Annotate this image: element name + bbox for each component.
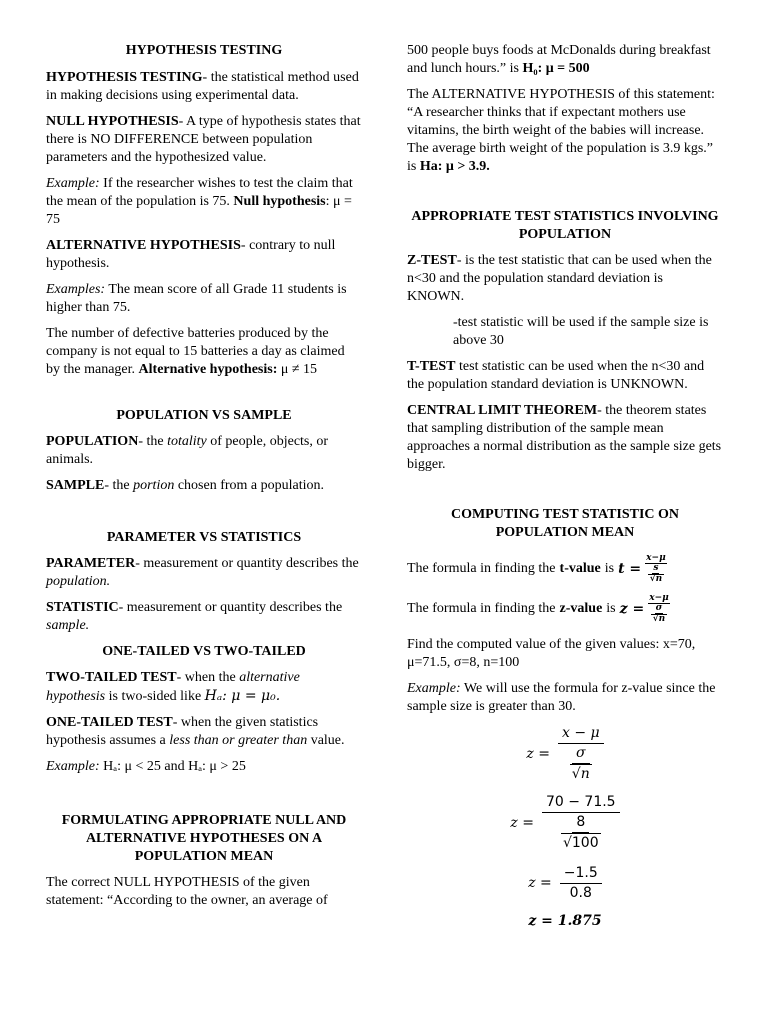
formula-text: The formula in finding the — [407, 601, 556, 616]
example-text: Hₐ: μ < 25 and Hₐ: μ > 25 — [103, 759, 246, 774]
sqrt-n: √ n — [648, 574, 664, 584]
fraction-numerator: x−μ — [646, 553, 666, 563]
definition: - measurement or quantity describes the — [135, 556, 359, 571]
term: ALTERNATIVE HYPOTHESIS — [46, 238, 241, 253]
denominator — [570, 744, 592, 783]
example-text: The mean score of all Grade 11 students is higher than 75. — [46, 282, 347, 315]
sigma-symbol: σ — [655, 603, 663, 613]
heading-formulating-hypotheses: FORMULATING APPROPRIATE NULL AND ALTERNATIVE HYPOTHESES ON A POPULATION MEAN — [61, 813, 347, 864]
fraction-numerator: x−μ — [649, 593, 669, 603]
term: NULL HYPOTHESIS — [46, 114, 179, 129]
term: TWO-TAILED TEST — [46, 670, 177, 685]
definition-italic: alternative hypothesis — [46, 670, 300, 704]
formula-bold: z-value — [559, 601, 603, 616]
definition: - the — [104, 478, 130, 493]
definition: is two-sided like — [108, 689, 202, 704]
central-limit-theorem-definition — [407, 402, 723, 474]
z-fraction — [648, 594, 670, 624]
alternative-hypothesis-definition — [46, 237, 362, 273]
term: T-TEST — [407, 359, 456, 374]
population-definition — [46, 433, 362, 469]
definition: - is the test statistic that can be used when the n<30 and the population standard deviation is KNOWN. — [407, 253, 712, 304]
statement-bold: Ha: μ > 3.9. — [419, 159, 490, 174]
two-tailed-definition — [46, 669, 362, 706]
heading-one-vs-two-tailed: ONE-TAILED VS TWO-TAILED — [102, 644, 306, 659]
null-hypothesis-statement: The correct NULL HYPOTHESIS of the given statement: “According to the owner, an average of — [46, 875, 328, 908]
statistic-definition — [46, 599, 362, 635]
fraction-denominator — [648, 564, 664, 584]
equation-fraction — [558, 724, 604, 783]
null-hypothesis-continuation — [407, 42, 723, 78]
statement-text: The ALTERNATIVE HYPOTHESIS of this statement: “A researcher thinks that if expectant mothers use vitamins, the birth weight of the babies will increase. The average birth weight of the population is 3.9 kgs.” is — [407, 87, 715, 174]
definition: value. — [310, 733, 345, 748]
z-value-formula — [407, 594, 723, 624]
term: Z-TEST — [407, 253, 457, 268]
left-column — [46, 42, 362, 918]
example-tail: : μ = 75 — [46, 194, 352, 227]
numerator: 70 − 71.5 — [542, 793, 620, 813]
example-label: Examples: — [46, 282, 106, 297]
definition: - when the given statistics hypothesis assumes a — [46, 715, 319, 748]
numerator: x − μ — [558, 724, 604, 744]
example-label: Example: — [407, 681, 461, 696]
alternative-hypothesis-statement — [407, 86, 723, 176]
s-symbol: s — [653, 563, 659, 573]
definition-italic: less than or greater than — [169, 733, 308, 748]
equation-fraction — [560, 864, 602, 902]
equation-step-3 — [407, 864, 723, 902]
example-tail: μ ≠ 15 — [280, 362, 318, 377]
note-text: -test statistic will be used if the sample size is above 30 — [453, 315, 709, 348]
equation-fraction — [542, 793, 620, 852]
alternative-example-2 — [46, 325, 362, 379]
sqrt-n-value: √ 100 — [561, 833, 601, 852]
null-example — [46, 175, 362, 229]
hypothesis-testing-definition — [46, 69, 362, 105]
heading-population-vs-sample: POPULATION VS SAMPLE — [116, 408, 292, 423]
example-label: Example: — [46, 176, 100, 191]
definition-italic: portion — [133, 478, 175, 493]
z-test-note — [407, 314, 723, 350]
null-hypothesis-definition — [46, 113, 362, 167]
term: SAMPLE — [46, 478, 105, 493]
term: HYPOTHESIS TESTING — [46, 70, 203, 85]
heading-parameter-vs-statistics: PARAMETER VS STATISTICS — [106, 530, 302, 545]
equation-result — [407, 912, 723, 930]
example-label: Example: — [46, 759, 100, 774]
definition-italic: totality — [167, 434, 207, 449]
definition-italic: population. — [46, 574, 111, 589]
numerator: −1.5 — [560, 864, 602, 884]
z-test-definition — [407, 252, 723, 306]
z-result: z = 1.875 — [528, 913, 602, 929]
t-symbol: t = — [618, 561, 642, 577]
term: CENTRAL LIMIT THEOREM — [407, 403, 598, 418]
definition: of people, objects, or animals. — [46, 434, 329, 467]
sqrt-n: √ n — [570, 764, 592, 783]
term: PARAMETER — [46, 556, 136, 571]
definition: chosen from a population. — [177, 478, 325, 493]
example-text: We will use the formula for z-value since the sample size is greater than 30. — [407, 681, 716, 714]
given-values: Find the computed value of the given values: x=70, μ=71.5, σ=8, n=100 — [407, 637, 696, 670]
formula-text: is — [606, 601, 616, 616]
example-bold: Alternative hypothesis: — [138, 362, 278, 377]
term: ONE-TAILED TEST — [46, 715, 173, 730]
heading-computing-test-statistic: COMPUTING TEST STATISTIC ON POPULATION MEAN — [450, 507, 680, 540]
definition: - when the — [176, 670, 236, 685]
example-text: If the researcher wishes to test the claim that the mean of the population is 75. — [46, 176, 353, 209]
definition: - A type of hypothesis states that there is NO DIFFERENCE between population parameters and the hypothesized value. — [46, 114, 361, 165]
t-value-formula — [407, 554, 723, 584]
term: POPULATION — [46, 434, 139, 449]
formula-text: is — [604, 561, 615, 576]
alternative-example-1 — [46, 281, 362, 317]
heading-hypothesis-testing: HYPOTHESIS TESTING — [125, 43, 283, 58]
term: STATISTIC — [46, 600, 119, 615]
definition-italic: sample. — [46, 618, 90, 633]
definition: - the theorem states that sampling distribution of the sample mean approaches a normal distribution as the sample size gets bigger. — [407, 403, 722, 472]
sigma: σ — [572, 744, 590, 764]
equation-step-1 — [407, 724, 723, 783]
denominator: 0.8 — [569, 885, 592, 901]
definition: - the — [138, 434, 164, 449]
sample-definition — [46, 477, 362, 495]
definition: - the statistical method used in making decisions using experimental data. — [46, 70, 359, 103]
equation-step-2 — [407, 793, 723, 852]
denominator — [561, 813, 601, 852]
statement-bold: H₀: μ = 500 — [522, 61, 590, 76]
right-column — [407, 42, 723, 930]
tailed-example — [46, 758, 362, 776]
fraction-denominator — [651, 604, 667, 624]
definition: - contrary to null hypothesis. — [46, 238, 336, 271]
example-text: The number of defective batteries produced by the company is not equal to 15 batteries a day as claimed by the manager. — [46, 326, 345, 377]
z-equals: z = — [526, 745, 550, 762]
t-test-definition — [407, 358, 723, 394]
z-value-example — [407, 680, 723, 716]
math-expression: Hₐ: μ = μ₀. — [204, 688, 281, 704]
equation-block — [407, 724, 723, 930]
sigma-value: 8 — [572, 813, 589, 833]
heading-test-statistics: APPROPRIATE TEST STATISTICS INVOLVING POPULATION — [411, 209, 719, 242]
t-fraction — [645, 554, 667, 584]
z-symbol: z = — [619, 601, 645, 617]
parameter-definition — [46, 555, 362, 591]
formula-bold: t-value — [559, 561, 601, 576]
definition: - measurement or quantity describes the — [118, 600, 343, 615]
one-tailed-definition — [46, 714, 362, 750]
z-equals: z = — [528, 875, 552, 891]
definition: test statistic can be used when the n<30 and the population standard deviation is UNKNOWN. — [407, 359, 705, 392]
formula-text: The formula in finding the — [407, 561, 556, 576]
z-equals: z = — [510, 814, 534, 831]
sqrt-n: √ n — [651, 614, 667, 624]
example-bold: Null hypothesis — [233, 194, 326, 209]
statement-text: 500 people buys foods at McDonalds during breakfast and lunch hours.” is — [407, 43, 711, 76]
